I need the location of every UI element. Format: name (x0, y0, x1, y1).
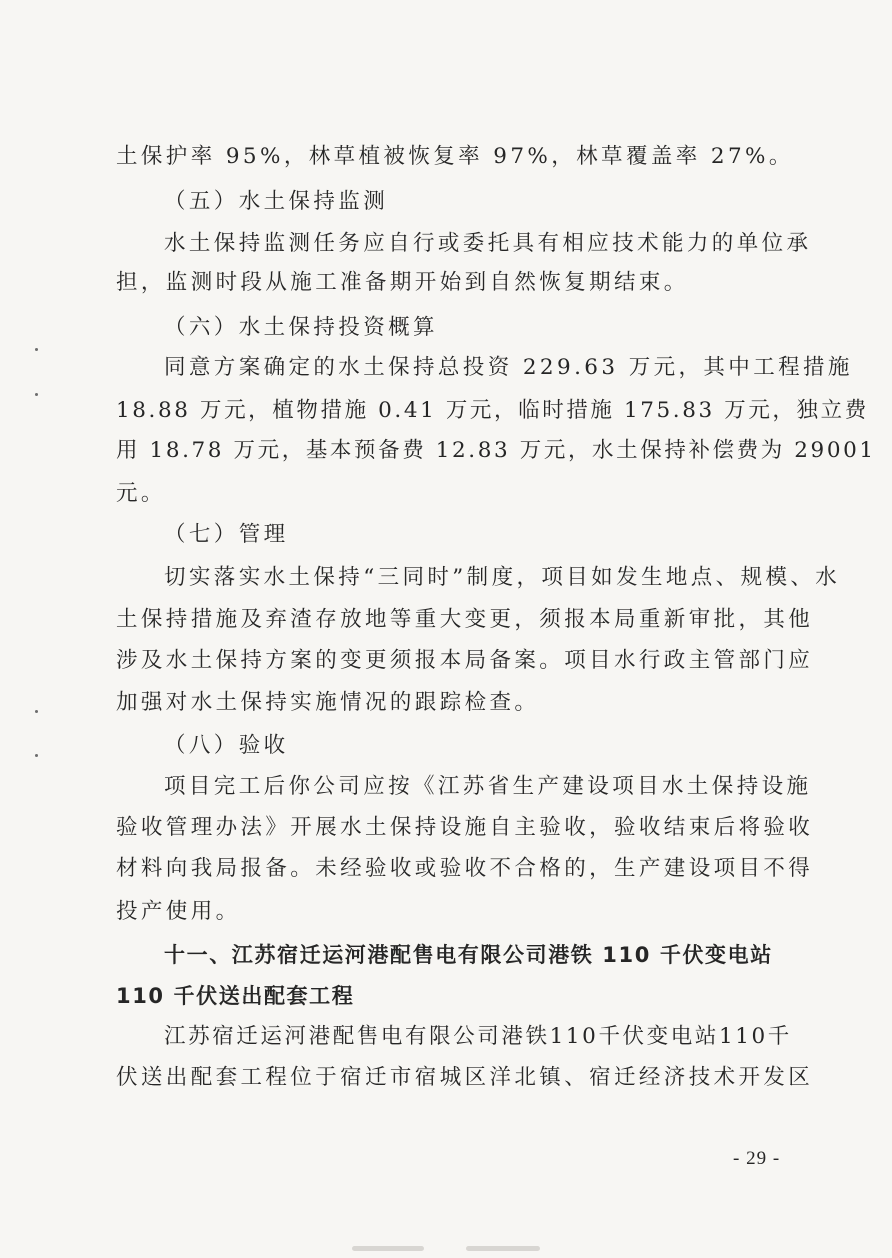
text-line-16: 项目完工后你公司应按《江苏省生产建设项目水土保持设施 (164, 774, 812, 799)
page-number: - 29 - (733, 1148, 781, 1169)
section-8-heading: （八）验收 (164, 733, 289, 758)
text-line-22: 江苏宿迁运河港配售电有限公司港铁110千伏变电站110千 (164, 1024, 792, 1049)
scan-smudge (466, 1246, 540, 1251)
scan-speck (35, 754, 38, 757)
section-7-heading: （七）管理 (164, 522, 289, 547)
section-5-heading: （五）水土保持监测 (164, 189, 389, 214)
section-11-heading-line-2: 110 千伏送出配套工程 (116, 984, 355, 1008)
text-line-4: 担，监测时段从施工准备期开始到自然恢复期结束。 (116, 270, 689, 295)
section-11-heading-line-1: 十一、江苏宿迁运河港配售电有限公司港铁 110 千伏变电站 (164, 943, 773, 967)
scan-speck (35, 393, 38, 396)
text-line-9: 元。 (116, 481, 166, 506)
text-line-18: 材料向我局报备。未经验收或验收不合格的，生产建设项目不得 (116, 856, 814, 881)
text-line-11: 切实落实水土保持“三同时”制度，项目如发生地点、规模、水 (164, 565, 841, 590)
scan-speck (35, 348, 38, 351)
text-line-3: 水土保持监测任务应自行或委托具有相应技术能力的单位承 (164, 231, 812, 256)
text-line-1: 土保护率 95%，林草植被恢复率 97%，林草覆盖率 27%。 (116, 144, 794, 169)
text-line-8: 用 18.78 万元，基本预备费 12.83 万元，水土保持补偿费为 29001 (116, 438, 876, 463)
text-line-6: 同意方案确定的水土保持总投资 229.63 万元，其中工程措施 (164, 355, 853, 380)
text-line-19: 投产使用。 (116, 899, 241, 924)
text-line-14: 加强对水土保持实施情况的跟踪检查。 (116, 690, 540, 715)
text-line-17: 验收管理办法》开展水土保持设施自主验收，验收结束后将验收 (116, 815, 814, 840)
text-line-23: 伏送出配套工程位于宿迁市宿城区洋北镇、宿迁经济技术开发区 (116, 1065, 814, 1090)
text-line-12: 土保持措施及弃渣存放地等重大变更，须报本局重新审批，其他 (116, 607, 814, 632)
text-line-7: 18.88 万元，植物措施 0.41 万元，临时措施 175.83 万元，独立费 (116, 398, 869, 423)
section-6-heading: （六）水土保持投资概算 (164, 315, 438, 340)
scan-speck (35, 710, 38, 713)
text-line-13: 涉及水土保持方案的变更须报本局备案。项目水行政主管部门应 (116, 648, 814, 673)
scan-smudge (352, 1246, 424, 1251)
